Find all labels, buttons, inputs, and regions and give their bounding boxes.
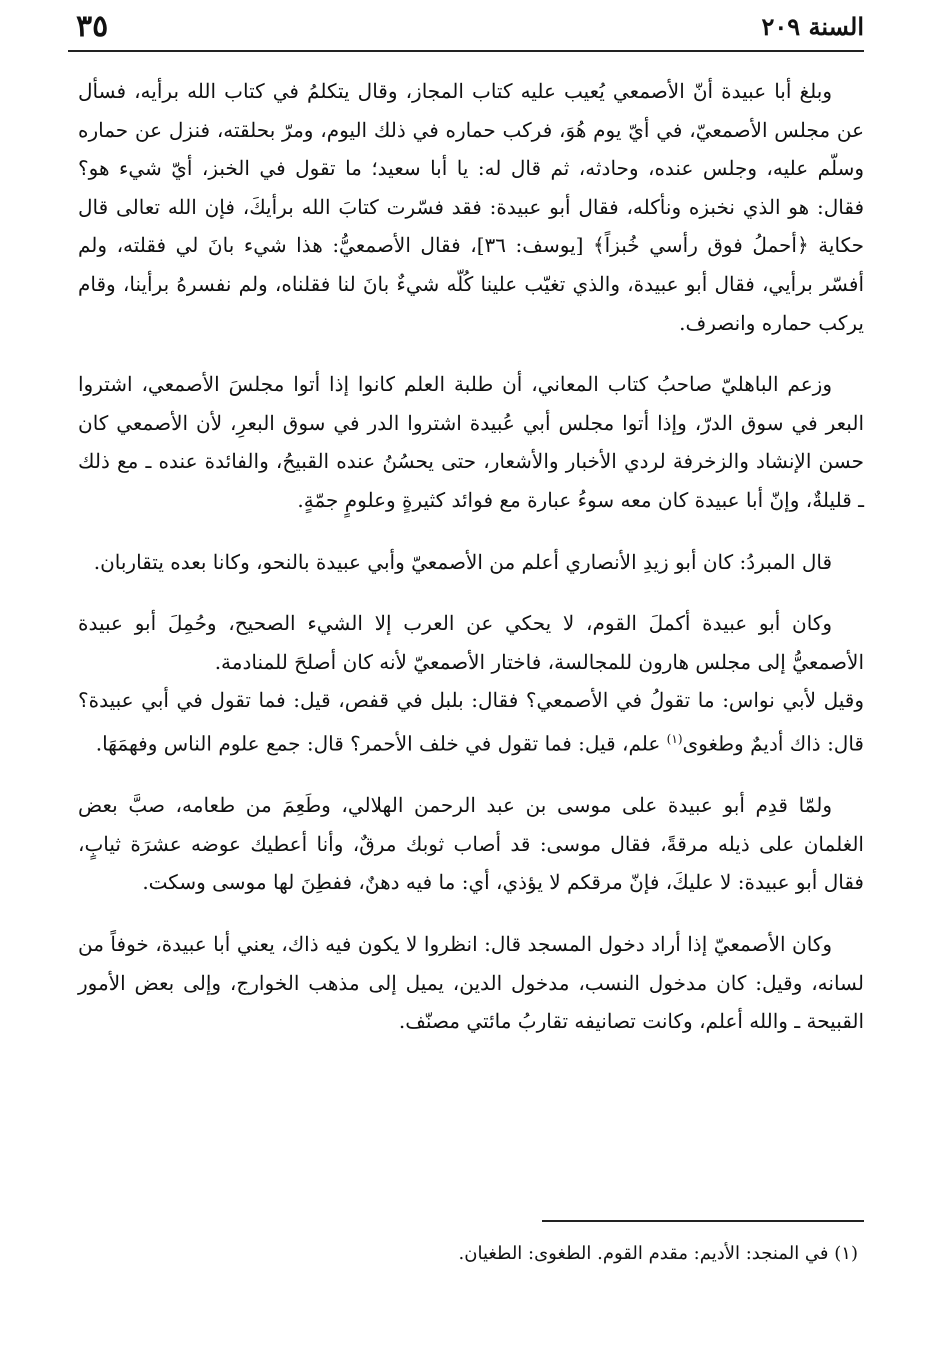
page-number: ٣٥ — [76, 8, 109, 44]
paragraph-text: علم، قيل: فما تقول في خلف الأحمر؟ قال: جمع علوم الناس وفهمَهَا. — [95, 731, 667, 756]
footnote-text: في المنجد: الأديم: مقدم القوم. الطغوى: الطغيان. — [458, 1243, 829, 1264]
paragraph-text: وقيل لأبي نواس: ما تقولُ في الأصمعي؟ فقال: بلبل في قفص، قيل: فما تقول في أبي عبيدة؟ قال: ذاك أديمٌ وطغوى — [78, 688, 864, 756]
paragraph: ولمّا قدِم أبو عبيدة على موسى بن عبد الرحمن الهلالي، وطَعِمَ من طعامه، صبَّ بعض الغلمان على ذيله مرقةً، فقال موسى: قد أصاب ثوبك مرقٌ، وأنا أعطيك عوضه عشرَة ثيابٍ، فقال أبو عبيدة: لا عليكَ، فإنّ مرقكم لا يؤذي، أي: ما فيه دهنٌ، ففطِنَ لها موسى وسكت. — [78, 793, 864, 895]
paragraph: وكان الأصمعيّ إذا أراد دخول المسجد قال: انظروا لا يكون فيه ذاك، يعني أبا عبيدة، خوفاً من لسانه، وقيل: كان مدخول النسب، مدخول الدين، يميل إلى مذهب الخوارج، وإلى بعض الأمور القبيحة ـ والله أعلم، وكانت تصانيفه تقاربُ مائتي مصنّف. — [78, 931, 864, 1034]
footnote-reference: (١) — [666, 731, 683, 746]
footnote — [78, 1240, 858, 1268]
header-rule — [68, 50, 864, 52]
footnote-rule — [542, 1220, 864, 1222]
paragraph: وبلغ أبا عبيدة أنّ الأصمعي يُعيب عليه كتاب المجاز، وقال يتكلمُ في كتاب الله برأيه، فسأل عن مجلس الأصمعيّ، في أيّ يوم هُوَ، فركب حماره في ذلك اليوم، ومرّ بحلقته، فنزل عن حماره وسلّم عليه، وجلس عنده، وحادثه، ثم قال له: يا أبا سعيد؛ ما تقول في الخبز، أيّ شيء هو؟ فقال: هو الذي نخبزه ونأكله، فقال أبو عبيدة: فقد فسّرت كتابَ الله برأيكَ، فإن الله تعالى قال حكاية ﴿أحملُ فوق رأسي خُبزاً﴾ [يوسف: ٣٦]، فقال الأصمعيُّ: هذا شيء بانَ لي فقلته، ولم أفسّر برأيي، فقال أبو عبيدة، والذي تغيّب علينا كُلّه شيءٌ بانَ لنا فقلناه، ولم نفسرهُ برأينا، وقام يركب حماره وانصرف. — [78, 79, 864, 335]
paragraph: قال المبردُ: كان أبو زيدِ الأنصاري أعلم من الأصمعيّ وأبي عبيدة بالنحو، وكانا بعده يتقاربان. — [93, 549, 832, 574]
paragraph-continued — [78, 681, 864, 763]
page-header — [76, 6, 864, 46]
running-title: السنة ٢٠٩ — [761, 11, 864, 41]
main-text — [78, 72, 864, 1064]
footnote-number: (١) — [834, 1243, 858, 1264]
paragraph: وزعم الباهليّ صاحبُ كتاب المعاني، أن طلبة العلم كانوا إذا أتوا مجلسَ الأصمعي، اشتروا البعر في سوق الدرّ، وإذا أتوا مجلس أبي عُبيدة اشتروا الدر في سوق البعرِ، لأن الأصمعي كان حسن الإنشاد والزخرفة لردي الأخبار والأشعار، حتى يحسُنُ عنده القبيحُ، والفائدة عنده ـ مع ذلك ـ قليلةٌ، وإنّ أبا عبيدة كان معه سوءُ عبارة مع فوائد كثيرةٍ وعلومٍ جمّةٍ. — [78, 372, 864, 512]
paragraph: وكان أبو عبيدة أكملَ القوم، لا يحكي عن العرب إلا الشيء الصحيح، وحُمِلَ أبو عبيدة الأصمعيُّ إلى مجلس هارون للمجالسة، فاختار الأصمعيّ لأنه كان أصلحَ للمنادمة. — [78, 611, 864, 674]
